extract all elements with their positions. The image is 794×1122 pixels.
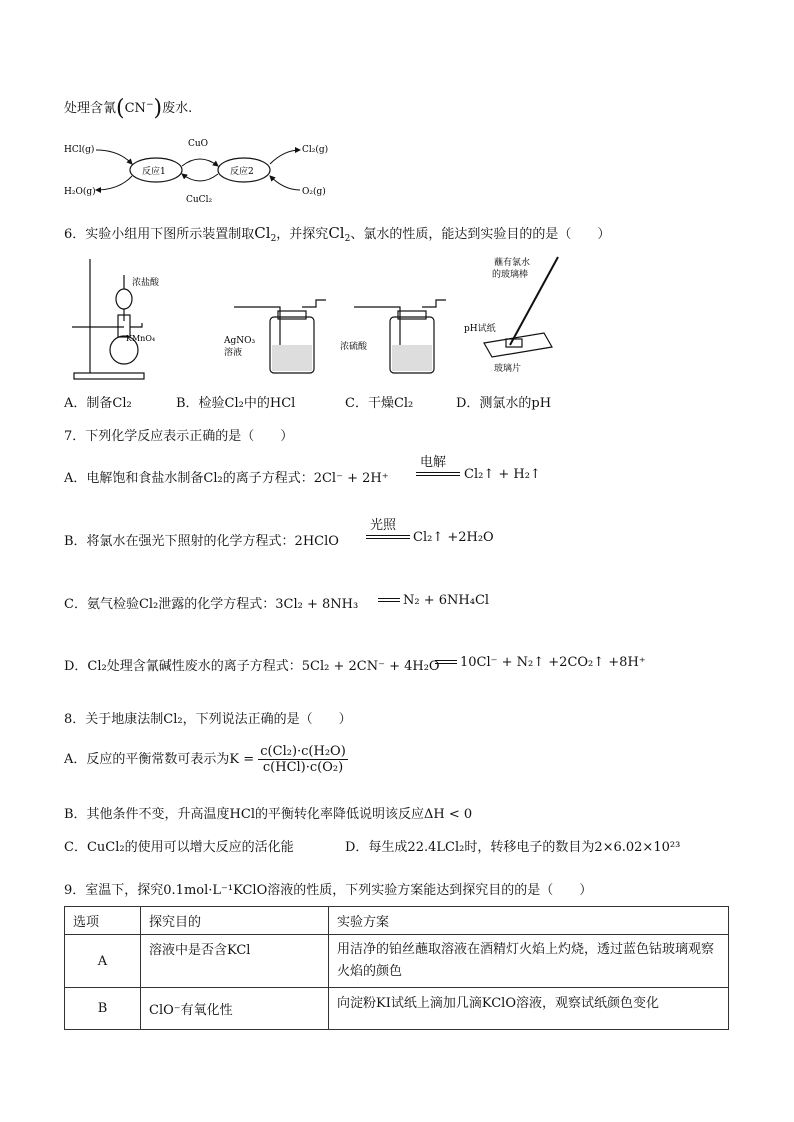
q8-option-b: B．其他条件不变，升高温度HCl的平衡转化率降低说明该反应ΔH < 0 (64, 807, 473, 822)
q8-option-d: D．每生成22.4LCl₂时，转移电子的数目为2×6.02×10²³ (345, 840, 681, 855)
row-option: A (65, 935, 141, 988)
q7-a-equals (416, 472, 460, 476)
intro-line: 处理含氰(CN−)废水. (64, 96, 193, 121)
h2o-label: H₂O(g) (64, 187, 96, 197)
q7-option-b: B．将氯水在强光下照射的化学方程式：2HClO (64, 534, 339, 549)
svg-text:溶液: 溶液 (224, 348, 243, 358)
row-purpose: 溶液中是否含KCl (141, 935, 329, 988)
q6-option-c: C．干燥Cl₂ (345, 396, 414, 411)
row-option: B (65, 988, 141, 1030)
q8-option-c: C．CuCl₂的使用可以增大反应的活化能 (64, 840, 294, 855)
table-row (65, 935, 729, 988)
reaction-cycle-diagram (64, 132, 334, 204)
q9-options-table (64, 906, 729, 1030)
svg-text:pH试纸: pH试纸 (464, 324, 496, 334)
apparatus-c (354, 300, 446, 373)
svg-text:浓盐酸: 浓盐酸 (132, 278, 160, 288)
q7-a-condition: 电解 (420, 455, 447, 470)
q7-option-a: A．电解饱和食盐水制备Cl₂的离子方程式：2Cl⁻ + 2H⁺ (64, 471, 389, 486)
q7-d-products: 10Cl⁻ + N₂↑ +2CO₂↑ +8H⁺ (460, 655, 646, 670)
q8-option-a: A．反应的平衡常数可表示为K = $\frac{\text{c(Cl₂)·c(H₂O)}}{\text{c(HCl)·c(O₂)}}$ (64, 744, 346, 775)
q6-option-b: B．检验Cl₂中的HCl (176, 396, 296, 411)
q8-stem: 8．关于地康法制Cl₂，下列说法正确的是（ ） (64, 712, 352, 727)
table-row (65, 988, 729, 1030)
cl2-label: Cl₂(g) (302, 145, 329, 155)
q7-a-products: Cl₂↑ + H₂↑ (464, 467, 541, 482)
apparatus-a (72, 259, 144, 379)
q7-stem: 7．下列化学反应表示正确的是（ ） (64, 429, 294, 444)
q7-b-equals (366, 535, 410, 539)
svg-text:AgNO₃: AgNO₃ (224, 336, 256, 346)
header-plan: 实验方案 (329, 907, 729, 935)
equilibrium-constant-fraction: $\frac{\text{c(Cl₂)·c(H₂O)}}{\text{c(HCl)·c(O₂)}}$ (260, 744, 346, 775)
q9-stem: 9．室温下，探究0.1mol·L⁻¹KClO溶液的性质，下列实验方案能达到探究目的的是（ ） (64, 883, 593, 898)
q7-d-equals (435, 660, 457, 664)
table-header-row (65, 907, 729, 935)
row-purpose: ClO⁻有氧化性 (141, 988, 329, 1030)
header-option: 选项 (65, 907, 141, 935)
svg-text:KMnO₄: KMnO₄ (126, 334, 156, 343)
svg-text:蘸有氯水: 蘸有氯水 (494, 258, 531, 268)
reaction2-label: 反应2 (230, 167, 254, 177)
o2-label: O₂(g) (302, 187, 326, 197)
row-plan: 向淀粉KI试纸上滴加几滴KClO溶液，观察试纸颜色变化 (329, 988, 729, 1030)
q6-option-a: A．制备Cl₂ (64, 396, 132, 411)
q7-b-condition: 光照 (370, 518, 397, 533)
cuo-label: CuO (188, 139, 209, 149)
svg-text:玻璃片: 玻璃片 (494, 364, 522, 374)
q7-c-equals (378, 598, 400, 602)
hcl-label: HCl(g) (64, 145, 95, 155)
svg-text:浓硫酸: 浓硫酸 (340, 342, 368, 352)
q7-c-products: N₂ + 6NH₄Cl (403, 593, 490, 608)
row-plan: 用洁净的铂丝蘸取溶液在酒精灯火焰上灼烧，透过蓝色钴玻璃观察火焰的颜色 (329, 935, 729, 988)
q7-option-d: D．Cl₂处理含氰碱性废水的离子方程式：5Cl₂ + 2CN⁻ + 4H₂O (64, 659, 440, 674)
header-purpose: 探究目的 (141, 907, 329, 935)
q7-option-c: C．氨气检验Cl₂泄露的化学方程式：3Cl₂ + 8NH₃ (64, 597, 359, 612)
q6-apparatus-figure (64, 255, 564, 385)
q6-option-d: D．测氯水的pH (456, 396, 552, 411)
q6-stem: 6．实验小组用下图所示装置制取$Cl_2$，并探究$Cl_2$、氯水的性质，能达到实验目的的是（ ） (64, 224, 611, 244)
svg-text:的玻璃棒: 的玻璃棒 (492, 270, 529, 280)
cucl2-label: CuCl₂ (186, 195, 213, 204)
reaction1-label: 反应1 (142, 167, 166, 177)
q7-b-products: Cl₂↑ +2H₂O (413, 530, 494, 545)
